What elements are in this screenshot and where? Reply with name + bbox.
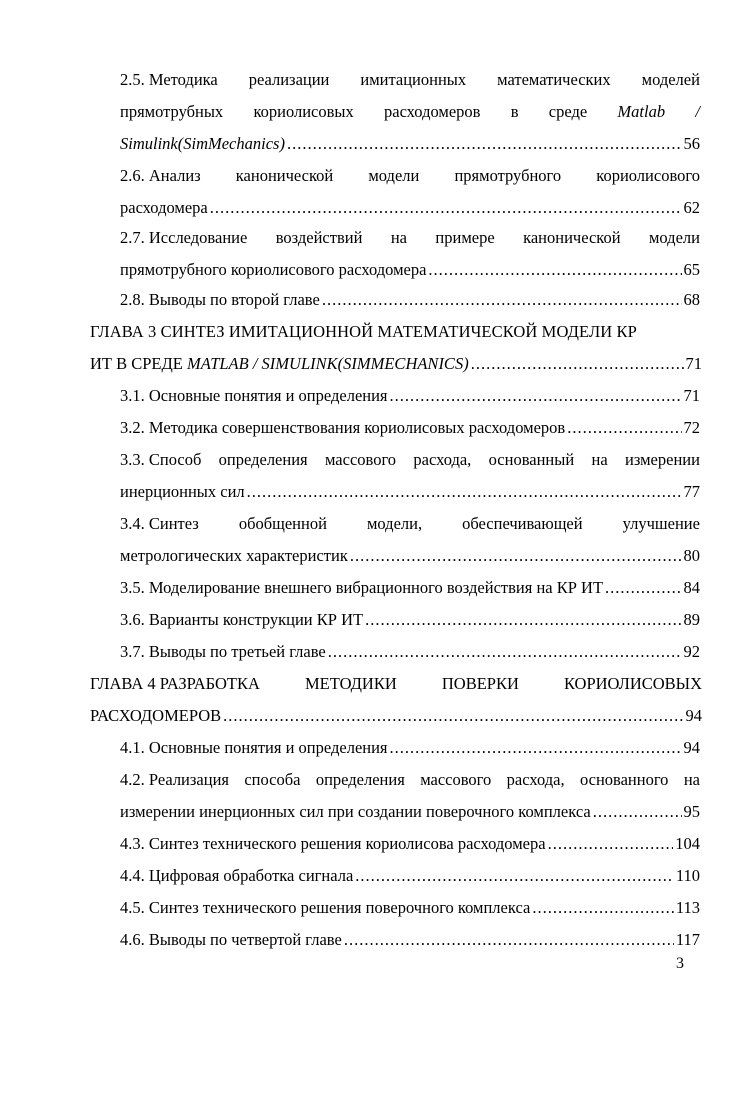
page-ref: 71	[685, 354, 702, 373]
toc-entry-4-2-line-1: 4.2. Реализация способа определения массового расхода, основанного на	[120, 770, 700, 789]
page-ref: 113	[675, 898, 700, 917]
toc-entry-3-3-line-1: 3.3. Способ определения массового расхода, основанный на измерении	[120, 450, 700, 469]
page-ref: 94	[685, 706, 702, 725]
toc-entry-3-3-line-2: инерционных сил ..... 77	[120, 482, 700, 502]
page-number: 3	[676, 955, 684, 972]
toc-entry-4-5: 4.5. Синтез технического решения поверочного комплекса ..... 113	[120, 898, 700, 918]
page-ref: 89	[683, 610, 700, 629]
toc-entry-4-1: 4.1. Основные понятия и определения ..... 94	[120, 738, 700, 758]
toc-entry-2-6-line-2: расходомера ..... 62	[120, 198, 700, 218]
page-ref: 65	[683, 260, 700, 279]
page-ref: 68	[683, 290, 700, 309]
toc-entry-2-8: 2.8. Выводы по второй главе ..... 68	[120, 290, 700, 310]
toc-chapter-3-line-2: ИТ В СРЕДЕ MATLAB / SIMULINK(SIMMECHANICS) ..... 71	[90, 354, 702, 374]
toc-entry-3-5: 3.5. Моделирование внешнего вибрационного воздействия на КР ИТ ..... 84	[120, 578, 700, 598]
toc-entry-4-2-line-2: измерении инерционных сил при создании поверочного комплекса ..... 95	[120, 802, 700, 822]
page-ref: 72	[683, 418, 700, 437]
toc-entry-2-5-line-2: прямотрубных кориолисовых расходомеров в среде Matlab /	[120, 102, 700, 121]
page-ref: 80	[683, 546, 700, 565]
toc-entry-3-4-line-1: 3.4. Синтез обобщенной модели, обеспечивающей улучшение	[120, 514, 700, 533]
page-ref: 92	[683, 642, 700, 661]
toc-entry-4-4: 4.4. Цифровая обработка сигнала ..... 110	[120, 866, 700, 886]
page-ref: 62	[683, 198, 700, 217]
page-ref: 77	[683, 482, 700, 501]
toc-entry-3-7: 3.7. Выводы по третьей главе ..... 92	[120, 642, 700, 662]
toc-entry-3-2: 3.2. Методика совершенствования кориолисовых расходомеров ..... 72	[120, 418, 700, 438]
toc-entry-2-5-line-1: 2.5. Методика реализации имитационных математических моделей	[120, 70, 700, 89]
toc-entry-4-3: 4.3. Синтез технического решения кориолисова расходомера ..... 104	[120, 834, 700, 854]
toc-entry-3-1: 3.1. Основные понятия и определения ..... 71	[120, 386, 700, 406]
toc-chapter-4-line-1: ГЛАВА 4 РАЗРАБОТКА МЕТОДИКИ ПОВЕРКИ КОРИОЛИСОВЫХ	[90, 674, 702, 693]
toc-entry-2-6-line-1: 2.6. Анализ канонической модели прямотрубного кориолисового	[120, 166, 700, 185]
toc-entry-3-6: 3.6. Варианты конструкции КР ИТ ..... 89	[120, 610, 700, 630]
page-ref: 94	[683, 738, 700, 757]
page-ref: 84	[683, 578, 700, 597]
toc-entry-2-5-line-3: Simulink(SimMechanics) ..... 56	[120, 134, 700, 154]
page-ref: 56	[683, 134, 700, 153]
page-ref: 95	[683, 802, 700, 821]
toc-entry-4-6: 4.6. Выводы по четвертой главе ..... 117	[120, 930, 700, 950]
toc-entry-2-7-line-2: прямотрубного кориолисового расходомера ..... 65	[120, 260, 700, 280]
toc-chapter-4-line-2: РАСХОДОМЕРОВ ..... 94	[90, 706, 702, 726]
toc-entry-3-4-line-2: метрологических характеристик ..... 80	[120, 546, 700, 566]
page-ref: 110	[675, 866, 700, 885]
page-ref: 71	[683, 386, 700, 405]
toc-chapter-3-line-1: ГЛАВА 3 СИНТЕЗ ИМИТАЦИОННОЙ МАТЕМАТИЧЕСКОЙ МОДЕЛИ КР	[90, 322, 637, 341]
page-ref: 117	[675, 930, 700, 949]
page-ref: 104	[675, 834, 700, 853]
toc-entry-2-7-line-1: 2.7. Исследование воздействий на примере канонической модели	[120, 228, 700, 247]
